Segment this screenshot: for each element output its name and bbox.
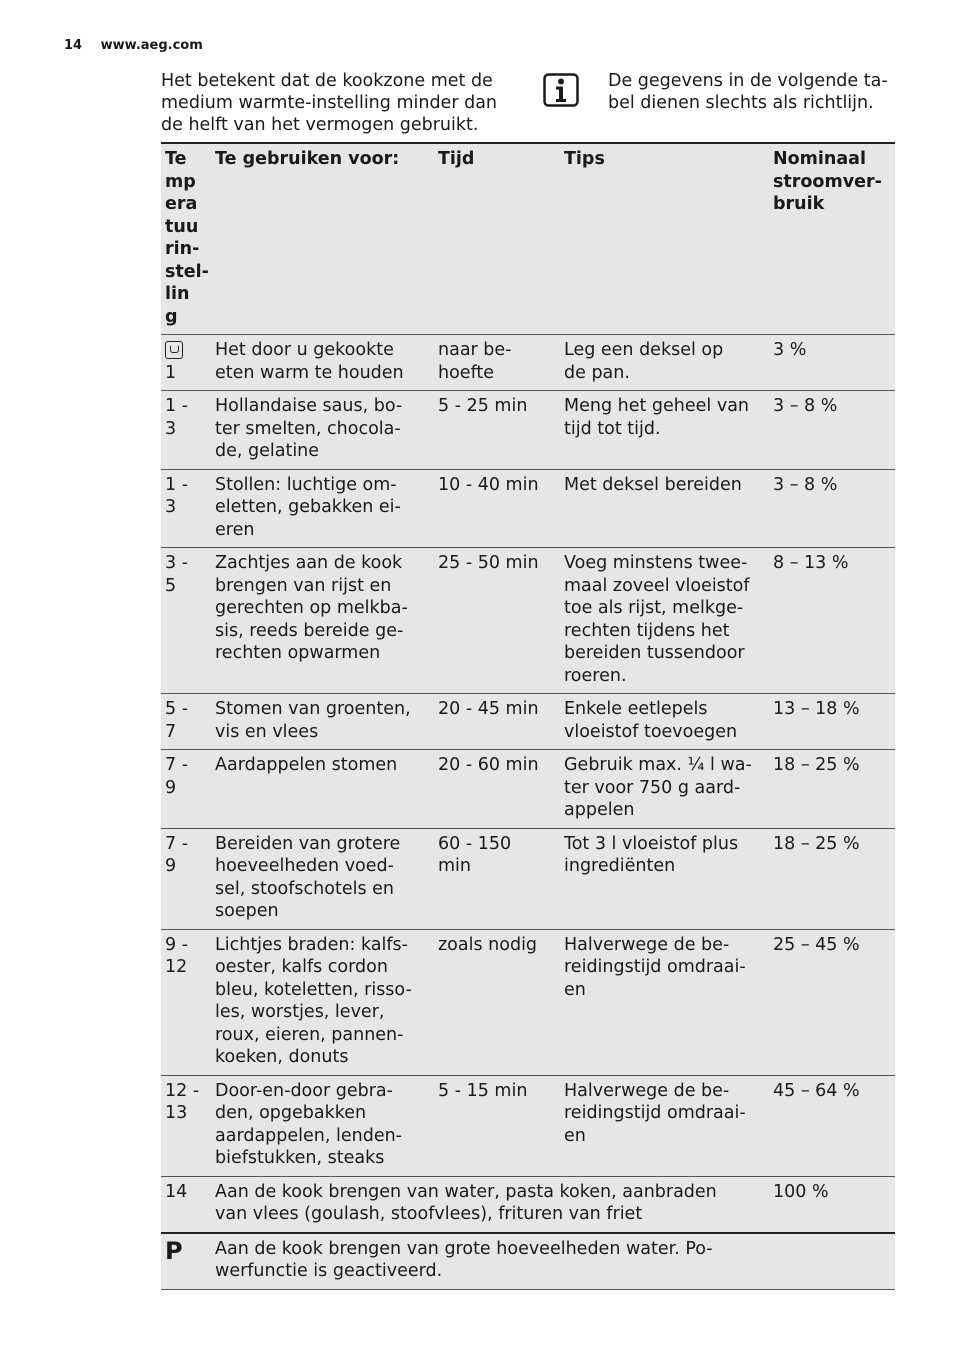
cell-power: 3 – 8 % [773, 474, 838, 495]
site-url[interactable]: www.aeg.com [100, 38, 203, 53]
note-text [608, 70, 908, 114]
table-row [161, 929, 895, 1075]
text-line: appelen [564, 800, 635, 820]
text-line: roux, eieren, pannen- [215, 1024, 404, 1045]
text-line: rechten opwarmen [215, 643, 381, 663]
cell-power: 18 – 25 % [773, 755, 860, 775]
setting-value: 1 [165, 362, 177, 383]
text-line: 7 - [165, 833, 189, 854]
header-line: stroomver- [773, 171, 882, 192]
cell-tips [560, 828, 769, 929]
cell-setting [161, 750, 211, 829]
text-line: bleu, koteletten, risso- [215, 979, 412, 1000]
text-line: brengen van rijst en [215, 575, 392, 596]
table-row [161, 548, 895, 694]
cell-setting [161, 391, 211, 470]
cell-time: 20 - 60 min [438, 755, 539, 775]
header-line: bruik [773, 194, 825, 214]
cell-power [769, 1233, 895, 1290]
intro-line: Het betekent dat de kookzone met de [161, 71, 493, 91]
text-line: tijd tot tijd. [564, 418, 661, 439]
header-line: g [165, 306, 178, 327]
cell-tips [560, 391, 769, 470]
text-line: reidingstijd omdraai- [564, 1103, 746, 1123]
text-line: Hollandaise saus, bo- [215, 396, 403, 416]
text-line: toe als rijst, melkge- [564, 598, 744, 618]
cell-use [211, 1176, 769, 1233]
text-line: oester, kalfs cordon [215, 957, 388, 977]
header-line: Nominaal [773, 149, 866, 169]
text-line: ter smelten, chocola- [215, 418, 401, 439]
table-row [161, 828, 895, 929]
intro-line: de helft van het vermogen gebruikt. [161, 115, 479, 135]
cell-use [211, 929, 434, 1075]
cell-power: 100 % [773, 1181, 829, 1202]
cell-setting [161, 929, 211, 1075]
text-line: Halverwege de be- [564, 934, 730, 955]
text-line: sel, stoofschotels en [215, 878, 394, 899]
header-tips: Tips [564, 149, 605, 169]
text-line: rechten tijdens het [564, 620, 730, 641]
header-use: Te gebruiken voor: [215, 149, 400, 169]
text-line: 12 [165, 957, 188, 977]
header-time: Tijd [438, 149, 475, 169]
text-line: aardappelen, lenden- [215, 1125, 402, 1146]
text-line: 60 - 150 [438, 833, 512, 854]
cell-tips: Met deksel bereiden [564, 474, 742, 495]
cell-time: zoals nodig [438, 934, 538, 955]
cell-setting [161, 548, 211, 694]
text-line: 5 - [165, 699, 189, 719]
text-line: Meng het geheel van [564, 396, 750, 416]
cell-use [211, 335, 434, 391]
cell-time: 5 - 25 min [438, 396, 528, 416]
text-line: Aan de kook brengen van water, pasta koken, aanbraden [215, 1181, 717, 1202]
table-row [161, 1176, 895, 1233]
cell-use [211, 548, 434, 694]
text-line: hoefte [438, 362, 495, 383]
header-line: rin- [165, 239, 200, 259]
text-line: de, gelatine [215, 441, 320, 461]
text-line: 7 [165, 721, 177, 742]
intro-line: medium warmte-instelling minder dan [161, 93, 498, 113]
header-line: Te [165, 149, 187, 169]
text-line: sis, reeds bereide ge- [215, 620, 404, 641]
text-line: 7 - [165, 755, 189, 775]
header-power [769, 143, 895, 335]
table-row [161, 335, 895, 391]
text-line: Door-en-door gebra- [215, 1080, 393, 1101]
text-line: Zachtjes aan de kook [215, 553, 403, 573]
cell-setting [161, 828, 211, 929]
text-line: Stomen van groenten, [215, 699, 411, 719]
text-line: Tot 3 l vloeistof plus [564, 833, 739, 854]
cell-tips [560, 750, 769, 829]
text-line: Voeg minstens twee- [564, 553, 748, 573]
cell-time [434, 335, 560, 391]
intro-text [161, 70, 511, 136]
text-line: Halverwege de be- [564, 1080, 730, 1101]
text-line: 5 [165, 575, 177, 596]
cell-tips [560, 1075, 769, 1176]
page-header [64, 38, 203, 53]
header-line: lin [165, 284, 190, 304]
text-line: gerechten op melkba- [215, 598, 408, 618]
cell-use [211, 469, 434, 548]
text-line: hoeveelheden voed- [215, 856, 394, 876]
text-line: 3 [165, 418, 177, 439]
table-row [161, 1075, 895, 1176]
text-line: 12 - [165, 1080, 200, 1101]
header-setting [161, 143, 211, 335]
cell-setting [161, 469, 211, 548]
note-line: De gegevens in de volgende ta- [608, 71, 888, 91]
table-header-row [161, 143, 895, 335]
cell-setting [161, 335, 211, 391]
text-line: min [438, 856, 472, 876]
cell-power: 45 – 64 % [773, 1080, 860, 1101]
info-icon [543, 73, 579, 107]
text-line: 3 - [165, 553, 189, 573]
text-line: 3 [165, 497, 177, 517]
text-line: de pan. [564, 362, 630, 383]
cell-use [211, 391, 434, 470]
text-line: bereiden tussendoor [564, 643, 745, 663]
text-line: reidingstijd omdraai- [564, 957, 746, 977]
keep-warm-icon [165, 341, 183, 359]
text-line: 9 [165, 777, 177, 798]
text-line: den, opgebakken [215, 1103, 367, 1123]
text-line: eletten, gebakken ei- [215, 497, 401, 517]
text-line: Stollen: luchtige om- [215, 474, 397, 495]
cell-power: 3 % [773, 340, 807, 360]
text-line: van vlees (goulash, stoofvlees), frituren van friet [215, 1204, 643, 1224]
text-line: Het door u gekookte [215, 340, 394, 360]
cooking-table [161, 142, 895, 1290]
cell-tips [560, 548, 769, 694]
text-line: les, worstjes, lever, [215, 1002, 385, 1022]
cell-use [211, 694, 434, 750]
text-line: Aan de kook brengen van grote hoeveelheden water. Po- [215, 1238, 713, 1259]
text-line: Bereiden van grotere [215, 833, 401, 854]
text-line: eten warm te houden [215, 362, 404, 383]
text-line: ter voor 750 g aard- [564, 777, 741, 798]
text-line: en [564, 979, 586, 1000]
cell-tips [560, 694, 769, 750]
cell-time: 5 - 15 min [438, 1080, 528, 1101]
cell-use [211, 828, 434, 929]
text-line: 9 [165, 856, 177, 876]
text-line: eren [215, 519, 255, 540]
text-line: 9 - [165, 934, 189, 955]
cell-time: 25 - 50 min [438, 553, 539, 573]
cell-power: 8 – 13 % [773, 553, 849, 573]
text-line: koeken, donuts [215, 1047, 349, 1067]
header-line: stel- [165, 261, 209, 282]
text-line: naar be- [438, 340, 512, 360]
cell-setting [161, 1075, 211, 1176]
note-line: bel dienen slechts als richtlijn. [608, 93, 874, 113]
cell-power: 3 – 8 % [773, 396, 838, 416]
text-line: Leg een deksel op [564, 340, 724, 360]
text-line: Gebruik max. ¼ l wa- [564, 755, 752, 775]
cell-tips [560, 335, 769, 391]
text-line: vloeistof toevoegen [564, 721, 738, 742]
text-line: vis en vlees [215, 721, 319, 742]
cell-setting: 14 [165, 1181, 188, 1202]
text-line: en [564, 1125, 586, 1146]
header-line: tuu [165, 216, 199, 237]
header-line: era [165, 194, 198, 214]
table-row [161, 694, 895, 750]
text-line: 1 - [165, 396, 189, 416]
cell-tips [560, 929, 769, 1075]
cell-time: 20 - 45 min [438, 699, 539, 719]
text-line: roeren. [564, 665, 627, 686]
cell-time: 10 - 40 min [438, 474, 539, 495]
text-line: Lichtjes braden: kalfs- [215, 934, 408, 955]
cell-setting [161, 694, 211, 750]
cell-use [211, 1233, 769, 1290]
cell-power: 18 – 25 % [773, 833, 860, 854]
cell-power: 13 – 18 % [773, 699, 860, 719]
table-row [161, 1233, 895, 1290]
table-row [161, 750, 895, 829]
text-line: maal zoveel vloeistof [564, 575, 750, 596]
cell-time [434, 828, 560, 929]
page-number: 14 [64, 38, 83, 53]
text-line: biefstukken, steaks [215, 1148, 385, 1168]
cell-power: 25 – 45 % [773, 934, 860, 955]
text-line: werfunctie is geactiveerd. [215, 1261, 443, 1281]
text-line: Enkele eetlepels [564, 699, 708, 719]
cell-setting [161, 1233, 211, 1290]
table-row [161, 391, 895, 470]
text-line: 13 [165, 1103, 188, 1123]
text-line: 1 - [165, 474, 189, 495]
power-boost-symbol: P [165, 1236, 183, 1265]
text-line: soepen [215, 901, 279, 921]
cell-use: Aardappelen stomen [215, 755, 398, 775]
text-line: ingrediënten [564, 856, 676, 876]
cell-use [211, 1075, 434, 1176]
header-line: mp [165, 171, 196, 192]
table-row [161, 469, 895, 548]
